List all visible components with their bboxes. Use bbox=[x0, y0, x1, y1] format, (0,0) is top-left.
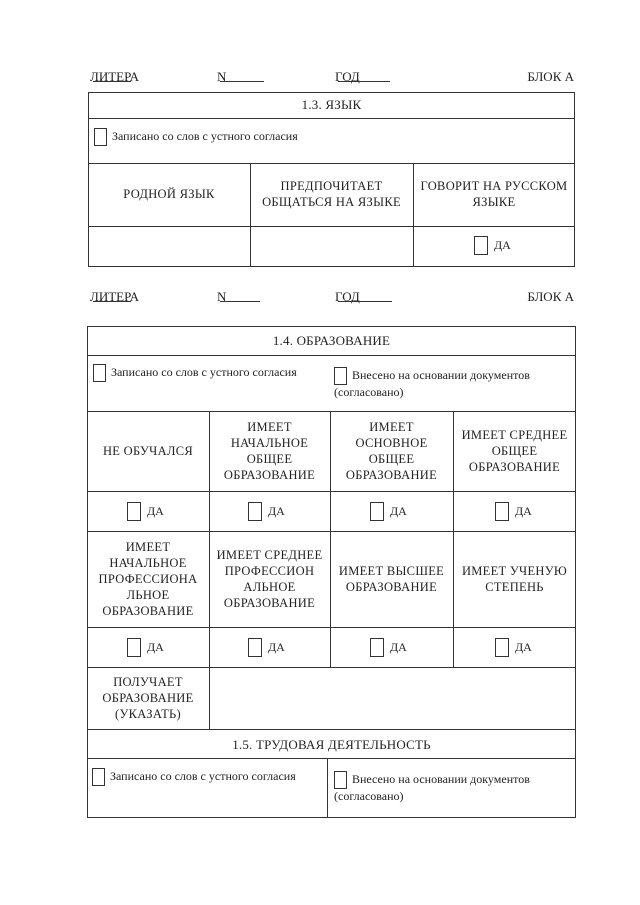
edu-secondary-vocational-yes bbox=[248, 638, 285, 657]
work-oral-consent bbox=[92, 768, 317, 786]
edu-higher-yes bbox=[370, 638, 407, 657]
edu-receiving-header: ПОЛУЧАЕТ ОБРАЗОВАНИЕ (УКАЗАТЬ) bbox=[102, 675, 194, 721]
yes-label: ДА bbox=[390, 504, 407, 518]
education-title: 1.4. ОБРАЗОВАНИЕ bbox=[272, 333, 391, 348]
docs-consent-checkbox[interactable] bbox=[334, 771, 347, 789]
edu-degree-checkbox[interactable] bbox=[495, 638, 509, 657]
god-field[interactable] bbox=[338, 289, 392, 302]
edu-primary-general-checkbox[interactable] bbox=[248, 502, 262, 521]
edu-basic-general-yes bbox=[370, 502, 407, 521]
education-oral-consent bbox=[93, 364, 318, 382]
edu-none-yes bbox=[127, 502, 164, 521]
blok-label: БЛОК А bbox=[527, 289, 574, 304]
language-title: 1.3. ЯЗЫК bbox=[301, 97, 362, 112]
yes-label: ДА bbox=[147, 504, 164, 518]
edu-primary-vocational-checkbox[interactable] bbox=[127, 638, 141, 657]
education-docs-consent bbox=[334, 367, 544, 400]
litera-label: ЛИТЕРА bbox=[90, 289, 140, 304]
speaks-russian-yes bbox=[474, 236, 511, 255]
god-field[interactable] bbox=[338, 69, 390, 82]
oral-consent-label: Записано со слов с устного согласия bbox=[110, 768, 296, 783]
n-label: N bbox=[217, 289, 227, 304]
edu-degree-header: ИМЕЕТ УЧЕНУЮ СТЕПЕНЬ bbox=[461, 564, 568, 594]
header-row-2 bbox=[90, 289, 574, 307]
work-title: 1.5. ТРУДОВАЯ ДЕЯТЕЛЬНОСТЬ bbox=[232, 737, 431, 752]
litera-label: ЛИТЕРА bbox=[90, 69, 140, 84]
n-field[interactable] bbox=[220, 69, 264, 82]
yes-label: ДА bbox=[390, 640, 407, 654]
god-label: ГОД bbox=[335, 289, 360, 304]
edu-higher-checkbox[interactable] bbox=[370, 638, 384, 657]
edu-none-header: НЕ ОБУЧАЛСЯ bbox=[102, 444, 193, 458]
oral-consent-label: Записано со слов с устного согласия bbox=[111, 364, 297, 379]
edu-primary-general-header: ИМЕЕТ НАЧАЛЬНОЕ ОБЩЕЕ ОБРАЗОВАНИЕ bbox=[223, 420, 316, 482]
edu-higher-header: ИМЕЕТ ВЫСШЕЕ ОБРАЗОВАНИЕ bbox=[338, 564, 445, 594]
speaks-russian-checkbox[interactable] bbox=[474, 236, 488, 255]
edu-primary-vocational-yes bbox=[127, 638, 164, 657]
litera-field[interactable] bbox=[93, 69, 131, 82]
edu-primary-general-yes bbox=[248, 502, 285, 521]
yes-label: ДА bbox=[268, 504, 285, 518]
yes-label: ДА bbox=[268, 640, 285, 654]
litera-field[interactable] bbox=[93, 289, 131, 302]
work-docs-consent bbox=[334, 771, 544, 804]
oral-consent-checkbox[interactable] bbox=[92, 768, 105, 786]
preferred-language-header: ПРЕДПОЧИТАЕТ ОБЩАТЬСЯ НА ЯЗЫКЕ bbox=[262, 179, 401, 209]
docs-consent-label: Внесено на основании документов (согласовано) bbox=[334, 367, 530, 399]
header-row-1 bbox=[90, 69, 574, 87]
edu-secondary-vocational-checkbox[interactable] bbox=[248, 638, 262, 657]
oral-consent-checkbox[interactable] bbox=[93, 364, 106, 382]
edu-none-checkbox[interactable] bbox=[127, 502, 141, 521]
speaks-russian-header: ГОВОРИТ НА РУССКОМ ЯЗЫКЕ bbox=[420, 179, 568, 209]
god-label: ГОД bbox=[335, 69, 360, 84]
preferred-language-input[interactable] bbox=[252, 228, 411, 265]
yes-label: ДА bbox=[147, 640, 164, 654]
edu-degree-yes bbox=[495, 638, 532, 657]
edu-basic-general-header: ИМЕЕТ ОСНОВНОЕ ОБЩЕЕ ОБРАЗОВАНИЕ bbox=[345, 420, 438, 482]
native-language-header: РОДНОЙ ЯЗЫК bbox=[123, 187, 215, 201]
edu-secondary-general-header: ИМЕЕТ СРЕДНЕЕ ОБЩЕЕ ОБРАЗОВАНИЕ bbox=[461, 428, 568, 474]
n-field[interactable] bbox=[220, 289, 260, 302]
edu-secondary-vocational-header: ИМЕЕТ СРЕДНЕЕ ПРОФЕССИОН АЛЬНОЕ ОБРАЗОВАНИЕ bbox=[216, 548, 323, 610]
edu-receiving-input[interactable] bbox=[211, 669, 574, 727]
oral-consent-checkbox[interactable] bbox=[94, 128, 107, 146]
language-oral-consent bbox=[94, 128, 298, 146]
n-label: N bbox=[217, 69, 227, 84]
edu-primary-vocational-header: ИМЕЕТ НАЧАЛЬНОЕ ПРОФЕССИОНА ЛЬНОЕ ОБРАЗОВАНИЕ bbox=[98, 540, 198, 618]
edu-secondary-general-checkbox[interactable] bbox=[495, 502, 509, 521]
docs-consent-checkbox[interactable] bbox=[334, 367, 347, 385]
blok-label: БЛОК А bbox=[527, 69, 574, 84]
docs-consent-label: Внесено на основании документов (согласовано) bbox=[334, 771, 530, 803]
yes-label: ДА bbox=[494, 238, 511, 252]
yes-label: ДА bbox=[515, 640, 532, 654]
edu-secondary-general-yes bbox=[495, 502, 532, 521]
native-language-input[interactable] bbox=[90, 228, 248, 265]
edu-basic-general-checkbox[interactable] bbox=[370, 502, 384, 521]
yes-label: ДА bbox=[515, 504, 532, 518]
oral-consent-label: Записано со слов с устного согласия bbox=[112, 128, 298, 143]
